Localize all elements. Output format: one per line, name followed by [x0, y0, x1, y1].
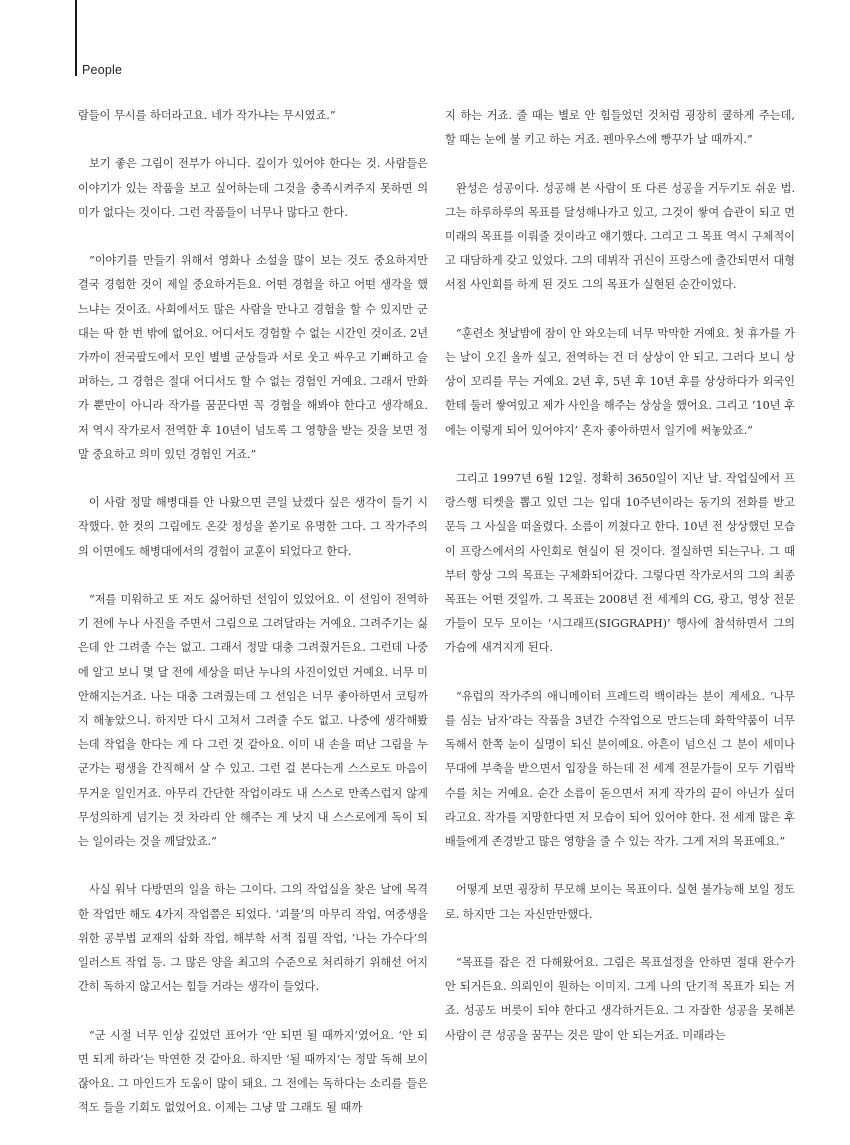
quote-paragraph: “군 시절 너무 인상 깊었던 표어가 ‘안 되면 될 때까지’였어요. ‘안 되면 되게 하라’는 막연한 것 같아요. 하지만 ‘될 때까지’는 정말 독해 보이잖아요. 그 마인드가 도움이 많이 돼요. 그 전에는 독하다는 소리를 들은 적도 들을 기회도 없었어요. 이제는 그냥 말 그래도 될 때까 — [78, 1028, 428, 1115]
quote-paragraph: “저를 미워하고 또 저도 싫어하던 선임이 있었어요. 이 선임이 전역하기 전에 누나 사진을 주면서 그림으로 그려달라는 거예요. 그려주기는 싫은데 안 그려줄 수는 없고. 그래서 정말 대충 그려줬거든요. 그런데 나중에 알고 보니 몇 달 전에 세상을 떠난 누나의 사진이었던 거예요. 너무 미안해지는거죠. 나는 대충 그려줬는데 그 선임은 너무 좋아하면서 코팅까지 해놓았으니. 하지만 다시 고쳐서 그려줄 수도 없고. 나중에 생각해봤는데 작업을 한다는 게 다 그런 것 같아요. 이미 내 손을 떠난 그림을 누군가는 평생을 간직해서 살 수 있고. 그런 걸 본다는게 스스로도 마음이 무거운 일인거죠. 아무리 간단한 작업이라도 내 스스로 만족스럽지 않게 무성의하게 넘기는 것 차라리 안 해주는 게 낫지 내 스스로에게 독이 되는 일이라는 것을 깨달았죠.” — [78, 593, 428, 849]
paragraph: 람들이 무시를 하더라고요. 네가 작가냐는 무시였죠.” — [78, 109, 336, 122]
quote-paragraph: “유럽의 작가주의 애니메이터 프레드릭 백이라는 분이 계세요. ‘나무를 심는 남자’라는 작품을 3년간 수작업으로 만드는데 화학약품이 너무 독해서 한쪽 눈이 실명이 되신 분이예요. 아흔이 넘으신 그 분이 세미나 무대에 부축을 받으면서 입장을 하는데 전 세계 전문가들이 모두 기립박수를 치는 거예요. 순간 소름이 돋으면서 저게 작가의 끝이 아닌가 싶더라고요. 작가를 지망한다면 저 모습이 되어 있어야 한다. 전 세계 많은 후배들에게 존경받고 많은 영향을 줄 수 있는 작가. 그게 저의 목표예요.” — [445, 689, 795, 849]
quote-paragraph: “목표를 잡은 건 다해왔어요. 그림은 목표설정을 안하면 절대 완수가 안 되거든요. 의뢰인이 원하는 이미지. 그게 나의 단기적 목표가 되는 거죠. 성공도 버릇이 되야 한다고 생각하거든요. 그 자잘한 성공을 못해본 사람이 큰 성공을 꿈꾸는 것은 말이 안 되는거죠. 미래라는 — [445, 956, 795, 1042]
paragraph: 지 하는 거죠. 줄 때는 별로 안 힘들었던 것처럼 굉장히 쿨하게 주는데, 할 때는 눈에 불 키고 하는 거죠. 펜마우스에 빵꾸가 날 때까지.” — [445, 109, 795, 147]
section-label: People — [82, 63, 123, 77]
paragraph: 사실 워낙 다방면의 일을 하는 그이다. 그의 작업실을 찾은 날에 목격한 작업만 해도 4가지 작업쯤은 되었다. ‘괴물’의 마무리 작업, 여중생을 위한 공부법 교재의 삽화 작업, 해부학 서적 집필 작업, ‘나는 가수다’의 일러스트 작업 등. 그 많은 양을 최고의 수준으로 처리하기 위해선 어지간히 독하지 않고서는 힘들 거라는 생각이 들었다. — [78, 883, 428, 994]
paragraph: 그리고 1997년 6월 12일. 정확히 3650일이 지난 날. 작업실에서 프랑스행 티켓을 뽑고 있던 그는 입대 10주년이라는 동기의 전화를 받고 문득 그 사실을 떠올렸다. 소름이 끼쳤다고 한다. 10년 전 상상했던 모습이 프랑스에서의 사인회로 현실이 된 것이다. 절실하면 되는구나. 그 때부터 항상 그의 목표는 구체화되어갔다. 그렇다면 작가로서의 그의 최종 목표는 어떤 것일까. 그 목표는 2008년 전 세계의 CG, 광고, 영상 전문가들이 모두 모이는 ‘시그래프(SIGGRAPH)’ 행사에 참석하면서 그의 가슴에 새겨지게 된다. — [445, 472, 795, 655]
paragraph: 이 사람 정말 해병대를 안 나왔으면 큰일 났겠다 싶은 생각이 들기 시작했다. 한 컷의 그림에도 온갖 정성을 쏟기로 유명한 그다. 그 작가주의의 이면에도 해병대에서의 경험이 교훈이 되었다고 한다. — [78, 496, 428, 558]
paragraph: 완성은 성공이다. 성공해 본 사람이 또 다른 성공을 거두기도 쉬운 법. 그는 하루하루의 목표를 달성해나가고 있고, 그것이 쌓여 습관이 되고 먼 미래의 목표를 이뤄줄 것이라고 얘기했다. 그리고 그 목표 역시 구체적이고 대담하게 갖고 있었다. 그의 데뷔작 귀신이 프랑스에 출간되면서 대형 서점 사인회를 하게 된 것도 그의 목표가 실현된 순간이었다. — [445, 181, 795, 292]
paragraph: 보기 좋은 그림이 전부가 아니다. 깊이가 있어야 한다는 것. 사람들은 이야기가 있는 작품을 보고 싶어하는데 그것을 충족시켜주지 못하면 의미가 없다는 것이다. 그런 작품들이 너무나 많다고 한다. — [78, 157, 428, 219]
left-column — [78, 104, 428, 1145]
right-column — [445, 104, 795, 1072]
quote-paragraph: “훈련소 첫날밤에 잠이 안 와오는데 너무 막막한 거예요. 첫 휴가를 가는 날이 오긴 올까 싶고, 전역하는 건 더 상상이 안 되고. 그러다 보니 상상이 꼬리를 무는 거예요. 2년 후, 5년 후 10년 후를 상상하다가 외국인한테 둘러 쌓여있고 제가 사인을 해주는 상상을 했어요. 그리고 ‘10년 후에는 이렇게 되어 있어야지’ 혼자 좋아하면서 일기에 써놓았죠.” — [445, 326, 795, 437]
header-rule — [75, 0, 77, 76]
quote-paragraph: “이야기를 만들기 위해서 영화나 소설을 많이 보는 것도 중요하지만 결국 경험한 것이 제일 중요하거든요. 어떤 경험을 하고 어떤 생각을 했느냐는 것이죠. 사회에서도 많은 사람을 만나고 경험을 할 수 있지만 군대는 딱 한 번 밖에 없어요. 어디서도 경험할 수 없는 시간인 것이죠. 2년 가까이 전국팔도에서 모인 별별 군상들과 서로 웃고 싸우고 기뻐하고 슬퍼하는, 그 경험은 절대 어디서도 할 수 없는 경험인 거예요. 그래서 만화가 뿐만이 아니라 작가를 꿈꾼다면 꼭 경험을 해봐야 한다고 생각해요. 저 역시 작가로서 전역한 후 10년이 넘도록 그 영향을 받는 것을 보면 정말 중요하고 의미 있던 경험인 거죠.” — [78, 254, 428, 461]
paragraph: 어떻게 보면 굉장히 무모해 보이는 목표이다. 실현 불가능해 보일 정도로. 하지만 그는 자신만만했다. — [445, 883, 795, 921]
